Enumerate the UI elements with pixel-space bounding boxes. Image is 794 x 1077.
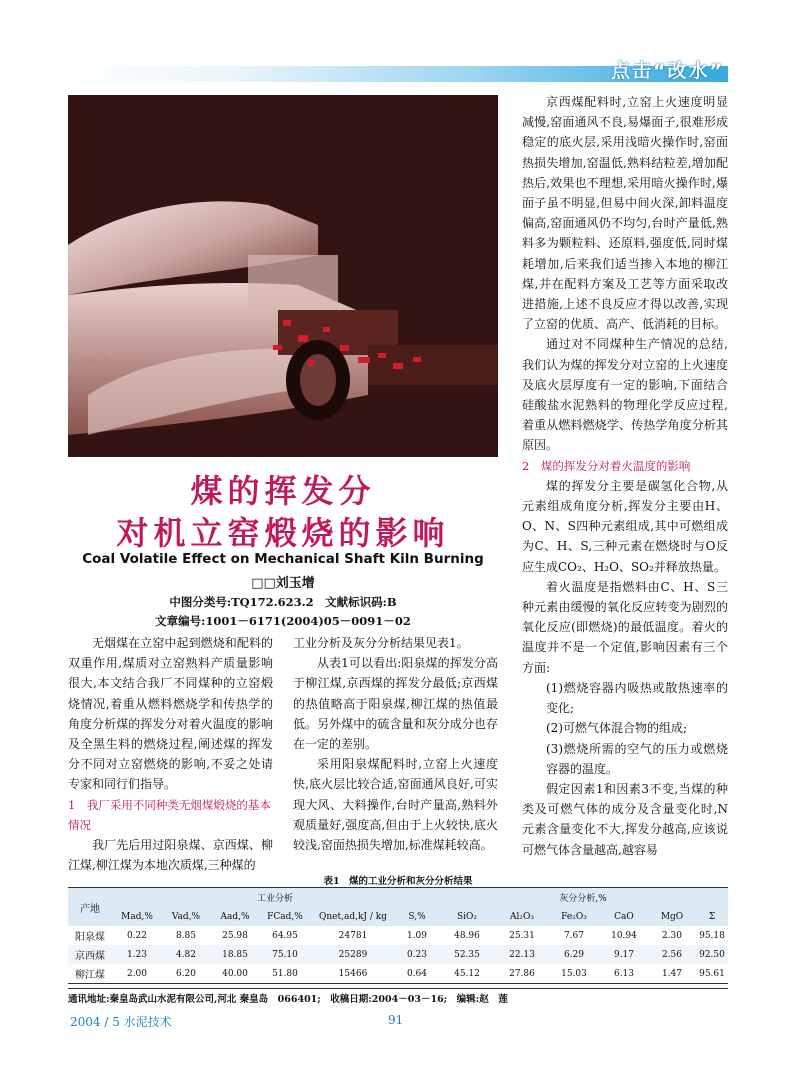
table-cell: 48.96 (438, 926, 496, 945)
column-header: S,% (396, 907, 438, 926)
table-cell: 1.23 (112, 945, 162, 964)
table-cell: 92.50 (696, 945, 728, 964)
coal-analysis-table (68, 887, 728, 984)
table-cell: 柳江煤 (68, 964, 112, 984)
paragraph: 我厂先后用过阳泉煤、京西煤、柳江煤,柳江煤为本地次质煤,三种煤的 (68, 838, 273, 873)
article-number-line: 文章编号:1001－6171(2004)05－0091－02 (155, 614, 411, 628)
table-cell: 6.29 (548, 945, 600, 964)
table-cell: 1.09 (396, 926, 438, 945)
table-cell: 18.85 (210, 945, 260, 964)
article-title-line1: 煤的挥发分 (190, 472, 376, 510)
paragraph: 通过对不同煤种生产情况的总结,我们认为煤的挥发分对立窑的上火速度及底火层厚度有一定的影响,下面结合硅酸盐水泥熟料的物理化学反应过程,着重从燃料燃烧学、传热学角度分析其原因。 (522, 337, 728, 453)
article-title-english: Coal Volatile Effect on Mechanical Shaft Kiln Burning (82, 551, 484, 567)
column-3 (522, 92, 728, 860)
table-cell: 0.23 (396, 945, 438, 964)
table-cell: 2.00 (112, 964, 162, 984)
table-cell: 24781 (310, 926, 396, 945)
footnote-divider (68, 988, 728, 989)
table-cell: 7.67 (548, 926, 600, 945)
table-cell: 0.64 (396, 964, 438, 984)
table-cell: 2.56 (648, 945, 696, 964)
paragraph: 着火温度是指燃料由C、H、S三种元素由缓慢的氧化反应转变为剧烈的氧化反应(即燃烧)的最低温度。着火的温度并不是一个定值,影响因素有三个方面: (522, 579, 728, 675)
paragraph: 工业分析及灰分分析结果见表1。 (293, 636, 469, 650)
table-cell: 4.82 (162, 945, 210, 964)
column-header: Vad,% (162, 907, 210, 926)
table-cell: 15466 (310, 964, 396, 984)
table-cell: 阳泉煤 (68, 926, 112, 945)
column-header: FCad,% (260, 907, 310, 926)
table-cell: 25.31 (496, 926, 548, 945)
table-cell: 1.47 (648, 964, 696, 984)
column-header: Fe₂O₃ (548, 907, 600, 926)
column-header: SiO₂ (438, 907, 496, 926)
column-header: Mad,% (112, 907, 162, 926)
table-cell: 6.13 (600, 964, 648, 984)
table-cell: 45.12 (438, 964, 496, 984)
table-caption: 表1 煤的工业分析和灰分分析结果 (323, 876, 473, 887)
table-cell: 0.22 (112, 926, 162, 945)
table-cell: 京西煤 (68, 945, 112, 964)
region-header: 产地 (68, 888, 112, 927)
table-cell: 2.30 (648, 926, 696, 945)
classification-line: 中图分类号:TQ172.623.2 文献标识码:B (169, 595, 397, 609)
table-cell: 51.80 (260, 964, 310, 984)
list-item: (2)可燃气体混合物的组成; (546, 721, 688, 736)
paragraph: 从表1可以看出:阳泉煤的挥发分高于柳江煤,京西煤的挥发分最低;京西煤的热值略高于阳泉煤,柳江煤的热值最低。另外煤中的硫含量和灰分成分也存在一定的差别。 (293, 656, 498, 752)
svg-text:<> ☼: <> ☼ (83, 355, 110, 365)
table-cell: 95.18 (696, 926, 728, 945)
table-cell: 9.17 (600, 945, 648, 964)
column-header: Aad,% (210, 907, 260, 926)
table-cell: 25.98 (210, 926, 260, 945)
section-heading-2: 2 煤的挥发分对着火温度的影响 (522, 458, 691, 473)
table-row (68, 945, 728, 964)
table-row (68, 926, 728, 945)
paragraph: 无烟煤在立窑中起到燃烧和配料的双重作用,煤质对立窑熟料产质量影响很大,本文结合我厂不同煤种的立窑煅烧情况,着重从燃料燃烧学和传热学的角度分析煤的挥发分对着火温度的影响及全黑生料的燃烧过程,阐述煤的挥发分不同对立窑燃烧的影响,不妥之处请专家和同行们指导。 (68, 636, 273, 792)
table-cell: 8.85 (162, 926, 210, 945)
table-cell: 10.94 (600, 926, 648, 945)
table-cell: 64.95 (260, 926, 310, 945)
column-header: CaO (600, 907, 648, 926)
author: □□刘玉增 (251, 576, 315, 591)
table-cell: 95.61 (696, 964, 728, 984)
footnote: 通讯地址:秦皇岛武山水泥有限公司,河北 秦皇岛 066401; 收稿日期:2004－03－16; 编辑:赵 莲 (68, 994, 508, 1005)
section-tag: 点击“改水” (611, 60, 724, 82)
paragraph: 采用阳泉煤配料时,立窑上火速度快,底火层比较合适,窑面通风良好,可实现大风、大料操作,台时产量高,熟料外观质量好,强度高,但由于上火较快,底火较浅,窑面热损失增加,标准煤耗较高。 (293, 757, 498, 853)
article-photo (68, 95, 498, 457)
table-row (68, 964, 728, 984)
column-2 (293, 633, 498, 855)
list-item: (3)燃烧所需的空气的压力或燃烧容器的温度。 (546, 741, 728, 776)
table-cell: 25289 (310, 945, 396, 964)
list-item: (1)燃烧容器内吸热或散热速率的变化; (546, 680, 728, 716)
journal-footer: 2004 / 5 水泥技术 (70, 1015, 172, 1029)
article-title-line2: 对机立窑煅烧的影响 (116, 514, 450, 552)
column-1 (68, 633, 273, 875)
paragraph: 煤的挥发分主要是碳氢化合物,从元素组成角度分析,挥发分主要由H、O、N、S四种元素组成,其中可燃组成为C、H、S,三种元素在燃烧时与O反应生成CO₂、H₂O、SO₂并释放热量。 (522, 478, 728, 574)
group-header-ash: 灰分分析,% (438, 888, 728, 908)
column-header: Al₂O₃ (496, 907, 548, 926)
page-number: 91 (388, 1013, 404, 1027)
paragraph: 京西煤配料时,立窑上火速度明显减慢,窑面通风不良,易爆面子,很难形成稳定的底火层,采用浅暗火操作时,窑面热损失增加,窑温低,熟料结粒差,增加配热后,效果也不理想,采用暗火操作时,爆面子虽不明显,但易中间火深,卸料温度偏高,窑面通风仍不均匀,台时产量低,熟料多为颗粒料、还原料,强度低,同时煤耗增加,后来我们适当掺入本地的柳江煤,并在配料方案及工艺等方面采取改进措施,上述不良反应才得以改善,实现了立窑的优质、高产、低消耗的目标。 (522, 95, 728, 332)
column-header: Qnet,ad,kJ / kg (310, 907, 396, 926)
section-heading-1: 1 我厂采用不同种类无烟煤煅烧的基本情况 (68, 797, 271, 832)
table-cell: 40.00 (210, 964, 260, 984)
paragraph: 假定因素1和因素3不变,当煤的种类及可燃气体的成分及含量变化时,N元素含量变化不大,挥发分越高,应该说可燃气体含量越高,越容易 (522, 781, 728, 857)
abstract-kiln-image-icon (68, 95, 498, 457)
table-cell: 6.20 (162, 964, 210, 984)
table-cell: 75.10 (260, 945, 310, 964)
column-header: MgO (648, 907, 696, 926)
column-header: Σ (696, 907, 728, 926)
group-header-industrial: 工业分析 (112, 888, 438, 908)
table-cell: 52.35 (438, 945, 496, 964)
table-cell: 15.03 (548, 964, 600, 984)
table-cell: 22.13 (496, 945, 548, 964)
table-cell: 27.86 (496, 964, 548, 984)
